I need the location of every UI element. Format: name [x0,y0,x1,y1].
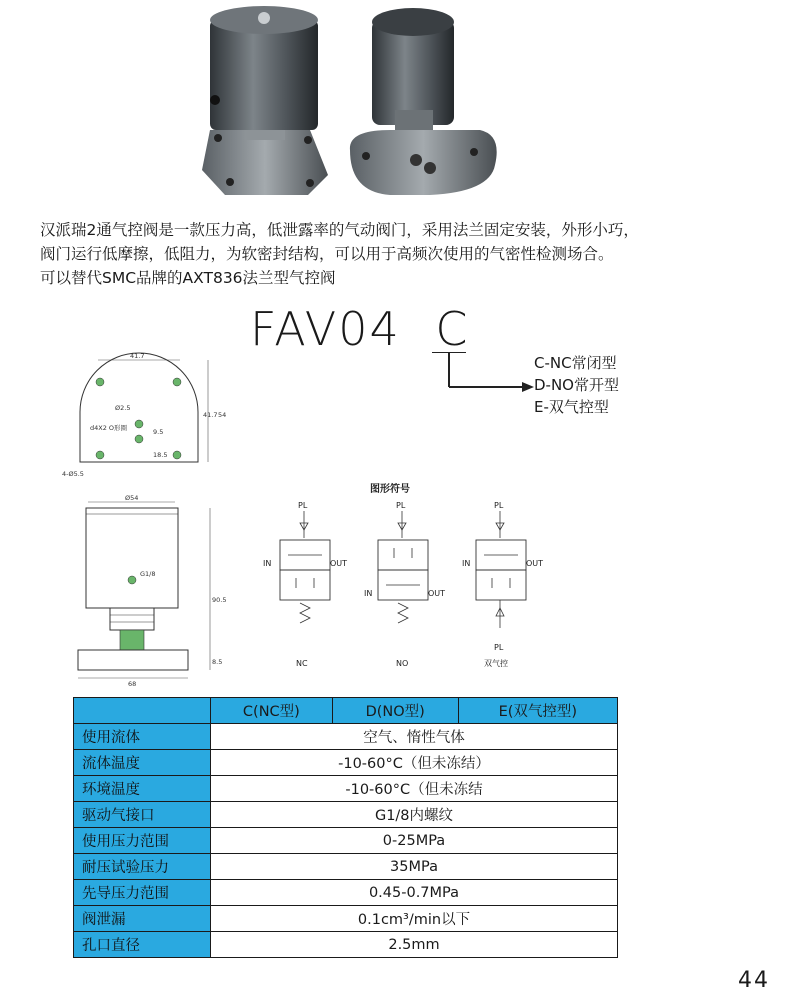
side-view-drawing [60,492,240,687]
dim-41-7-side: 41.7 [203,411,218,419]
intro-line-1: 汉派瑞2通气控阀是一款压力高，低泄露率的气动阀门，采用法兰固定安装，外形小巧， [40,221,639,239]
symbol-nc [263,501,347,668]
dim-68: 68 [128,680,137,687]
svg-text:OUT: OUT [428,589,446,598]
model-code-suffix: C [435,302,470,356]
dim-90-5: 90.5 [212,596,227,604]
table-row: 孔口直径 2.5mm [74,932,618,958]
model-code [250,302,470,356]
symbol-label-dual: 双气控 [484,659,508,668]
dim-holes: 4-Ø5.5 [62,470,84,478]
dim-d54: Ø54 [125,494,139,502]
option-no: D-NO常开型 [534,376,619,394]
table-row: 流体温度 -10-60°C（但未冻结） [74,750,618,776]
option-list [534,352,619,418]
spec-table-header [74,698,618,724]
page-number: 44 [738,968,770,993]
svg-text:IN: IN [263,559,272,568]
dim-oring: d4X2 O形圈 [90,424,128,432]
symbols-title: 图形符号 [370,484,410,495]
symbol-dual [462,501,543,668]
table-row: 耐压试验压力 35MPa [74,854,618,880]
intro-text [40,218,790,290]
symbol-label-nc: NC [296,659,308,668]
header-nc: C(NC型) [211,698,333,724]
dim-d2-5: Ø2.5 [115,404,131,412]
dim-41-7-top: 41.7 [130,352,145,360]
intro-line-2: 阀门运行低摩擦，低阻力，为软密封结构，可以用于高频次使用的气密性检测场合。 [40,245,614,263]
option-dual: E-双气控型 [534,398,609,416]
intro-line-3: 可以替代SMC品牌的AXT836法兰型气控阀 [40,269,336,287]
spec-table [73,697,618,958]
circuit-symbols [258,478,558,678]
svg-text:OUT: OUT [330,559,348,568]
table-row: 阀泄漏 0.1cm³/min以下 [74,906,618,932]
model-code-base: FAV04 [250,302,401,356]
top-view-drawing [60,352,240,482]
option-arrow [430,352,540,397]
table-row: 驱动气接口 G1/8内螺纹 [74,802,618,828]
svg-text:PL: PL [298,501,308,510]
svg-text:PL: PL [494,501,504,510]
option-nc: C-NC常闭型 [534,354,617,372]
svg-text:IN: IN [462,559,471,568]
symbol-no [364,501,445,668]
svg-text:OUT: OUT [526,559,544,568]
svg-text:PL: PL [396,501,406,510]
dim-g18: G1/8 [140,570,156,578]
header-dual: E(双气控型) [458,698,617,724]
dim-54: 54 [218,411,227,419]
product-photo [190,0,520,205]
header-no: D(NO型) [332,698,458,724]
table-row: 使用压力范围 0-25MPa [74,828,618,854]
table-row: 使用流体 空气、惰性气体 [74,724,618,750]
table-row: 先导压力范围 0.45-0.7MPa [74,880,618,906]
dim-8-5: 8.5 [212,658,223,666]
dim-9-5: 9.5 [153,428,164,436]
symbol-label-no: NO [396,659,409,668]
header-blank [74,698,211,724]
dim-18-5: 18.5 [153,451,168,459]
svg-text:PL: PL [494,643,504,652]
svg-text:IN: IN [364,589,373,598]
table-row: 环境温度 -10-60°C（但未冻结 [74,776,618,802]
